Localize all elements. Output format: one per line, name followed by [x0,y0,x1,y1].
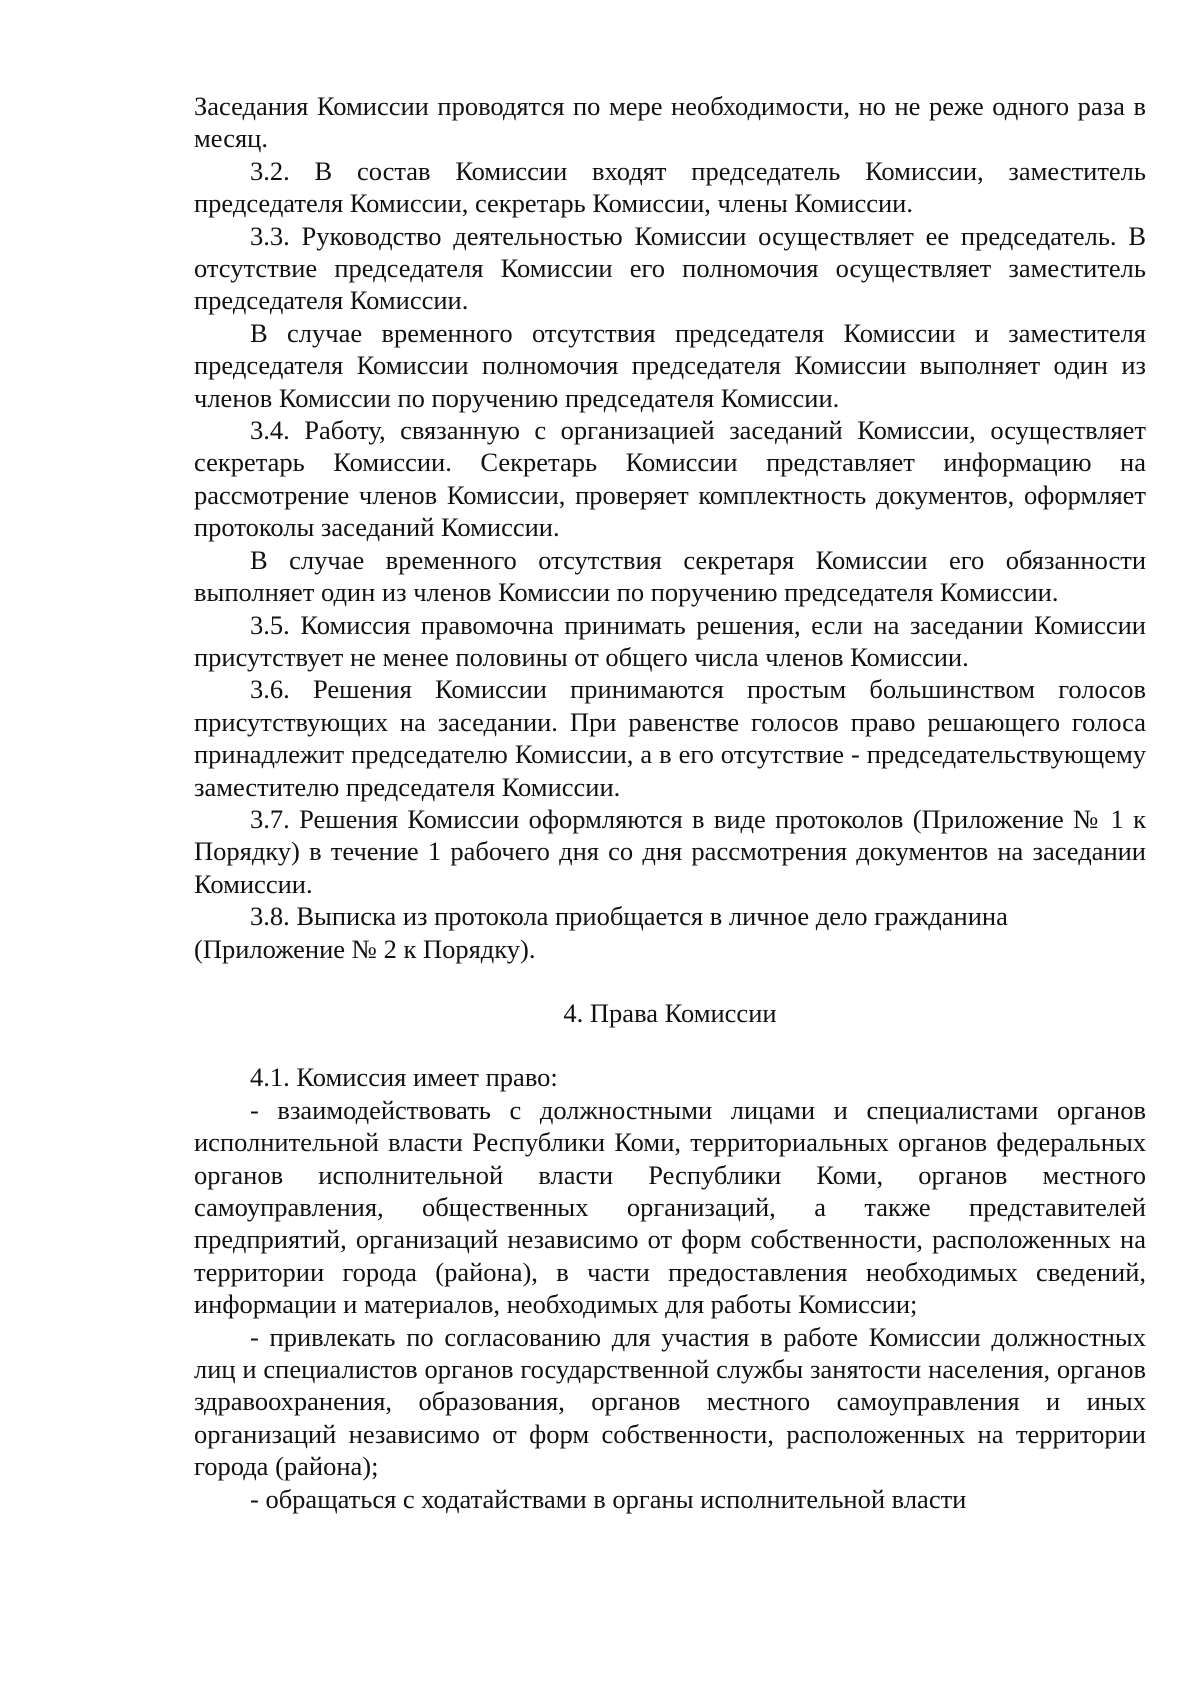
paragraph-3-4: 3.4. Работу, связанную с организацией заседаний Комиссии, осуществляет секретарь Комиссии. Секретарь Комиссии представляет информацию на рассмотрение членов Комиссии, проверяет комплектность документов, оформляет протоколы заседаний Комиссии. [194,415,1146,543]
paragraph-4-1-interact: - взаимодействовать с должностными лицами и специалистами органов исполнительной власти Республики Коми, территориальных органов федеральных органов исполнительной власти Республики Коми, органов местного самоуправления, общественных организаций, а также представителей предприятий, организаций независимо от форм собственности, расположенных на территории города (района), в части предоставления необходимых сведений, информации и материалов, необходимых для работы Комиссии; [194,1094,1146,1320]
paragraph-3-3-temporary-absence: В случае временного отсутствия председателя Комиссии и заместителя председателя Комиссии полномочия председателя Комиссии выполняет один из членов Комиссии по поручению председателя Комиссии. [194,317,1146,413]
section-title: 4. Права Комиссии [563,997,777,1028]
paragraph-meetings-frequency: Заседания Комиссии проводятся по мере необходимости, но не реже одного раза в месяц. [194,91,1146,154]
paragraph-3-8: 3.8. Выписка из протокола приобщается в личное дело гражданина (Приложение № 2 к Порядку). [194,901,1008,964]
paragraph-3-7: 3.7. Решения Комиссии оформляются в виде протоколов (Приложение № 1 к Порядку) в течение 1 рабочего дня со дня рассмотрения документов на заседании Комиссии. [194,803,1146,899]
document-page [194,90,1146,1515]
paragraph-4-1: 4.1. Комиссия имеет право: [250,1062,558,1093]
paragraph-3-3: 3.3. Руководство деятельностью Комиссии осуществляет ее председатель. В отсутствие председателя Комиссии его полномочия осуществляет заместитель председателя Комиссии. [194,220,1146,316]
paragraph-3-4-secretary-absence: В случае временного отсутствия секретаря Комиссии его обязанности выполняет один из членов Комиссии по поручению председателя Комиссии. [194,544,1146,608]
paragraph-4-1-petition: - обращаться с ходатайствами в органы исполнительной власти [250,1483,967,1514]
paragraph-3-2: 3.2. В состав Комиссии входят председатель Комиссии, заместитель председателя Комиссии, секретарь Комиссии, члены Комиссии. [194,155,1146,219]
paragraph-3-6: 3.6. Решения Комиссии принимаются простым большинством голосов присутствующих на заседании. При равенстве голосов право решающего голоса принадлежит председателю Комиссии, а в его отсутствие - председательствующему заместителю председателя Комиссии. [194,674,1146,802]
paragraph-4-1-involve: - привлекать по согласованию для участия в работе Комиссии должностных лиц и специалистов органов государственной службы занятости населения, органов здравоохранения, образования, органов местного самоуправления и иных организаций независимо от форм собственности, расположенных на территории города (района); [194,1321,1146,1482]
paragraph-3-5: 3.5. Комиссия правомочна принимать решения, если на заседании Комиссии присутствует не менее половины от общего числа членов Комиссии. [194,609,1146,672]
